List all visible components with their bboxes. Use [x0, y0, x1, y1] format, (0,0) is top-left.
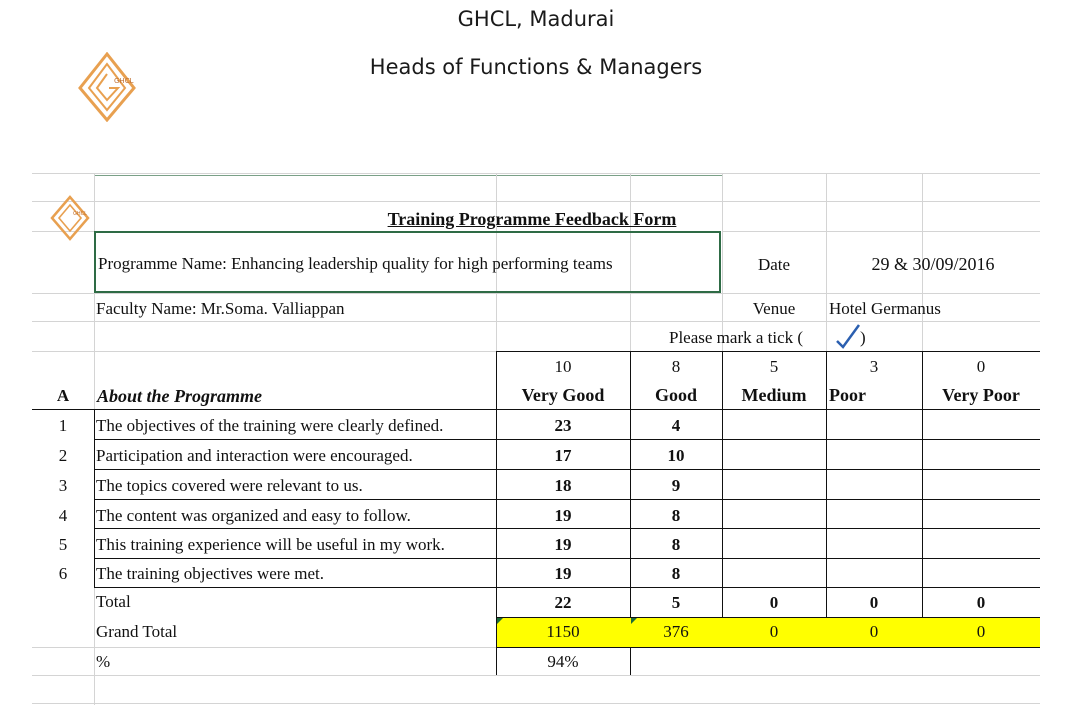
venue-value: Hotel Germanus: [829, 299, 941, 318]
grand-total-value: 0: [769, 622, 779, 641]
page-title: GHCL, Madurai: [457, 7, 615, 31]
feedback-sheet: [32, 173, 1040, 705]
row-very-good: 19: [554, 506, 572, 525]
grand-total-label: Grand Total: [96, 622, 178, 641]
ghcl-logo: [76, 52, 138, 122]
total-value: 5: [671, 593, 681, 612]
ghcl-logo-small: [49, 195, 91, 241]
rating-label: Good: [654, 385, 697, 405]
percent-value: 94%: [547, 652, 579, 671]
row-question: Participation and interaction were encouraged.: [96, 446, 413, 465]
venue-label: Venue: [752, 299, 796, 318]
total-value: 0: [869, 593, 879, 612]
rating-label: Very Good: [521, 385, 605, 405]
rating-score: 0: [976, 357, 986, 376]
row-question: The training objectives were met.: [96, 564, 324, 583]
svg-text:GHCL: GHCL: [73, 211, 87, 217]
rating-score: 3: [869, 357, 879, 376]
programme-name: Programme Name: Enhancing leadership quality for high performing teams: [98, 254, 613, 273]
form-title: Training Programme Feedback Form: [387, 209, 677, 229]
grand-total-value: 0: [869, 622, 879, 641]
row-good: 8: [671, 506, 681, 525]
row-question: This training experience will be useful in my work.: [96, 535, 445, 554]
row-question: The objectives of the training were clearly defined.: [96, 416, 444, 435]
row-number: 5: [58, 535, 68, 554]
grand-total-value: 376: [663, 622, 689, 641]
row-very-good: 17: [554, 446, 572, 465]
row-number: 2: [58, 446, 68, 465]
faculty-name: Faculty Name: Mr.Soma. Valliappan: [96, 299, 345, 318]
section-letter: A: [56, 386, 70, 405]
row-good: 10: [667, 446, 685, 465]
rating-label: Very Poor: [942, 385, 1020, 405]
row-number: 1: [58, 416, 68, 435]
total-value: 22: [554, 593, 572, 612]
row-good: 8: [671, 564, 681, 583]
date-label: Date: [757, 255, 791, 274]
total-label: Total: [96, 592, 131, 611]
row-number: 3: [58, 476, 68, 495]
tick-mark-icon: [833, 323, 863, 349]
date-value: 29 & 30/09/2016: [871, 254, 995, 274]
tick-instruction: Please mark a tick (: [669, 328, 804, 347]
row-good: 8: [671, 535, 681, 554]
grand-total-value: 0: [976, 622, 986, 641]
rating-label: Poor: [829, 385, 866, 405]
svg-text:GHCL: GHCL: [114, 77, 134, 85]
rating-score: 8: [671, 357, 681, 376]
tick-instruction-close: ): [860, 328, 866, 347]
percent-label: %: [96, 652, 111, 671]
page-subtitle: Heads of Functions & Managers: [369, 55, 703, 79]
row-good: 4: [671, 416, 681, 435]
total-value: 0: [769, 593, 779, 612]
row-question: The content was organized and easy to follow.: [96, 506, 411, 525]
row-good: 9: [671, 476, 681, 495]
section-title: About the Programme: [97, 386, 263, 406]
rating-score: 5: [769, 357, 779, 376]
row-number: 6: [58, 564, 68, 583]
total-value: 0: [976, 593, 986, 612]
row-question: The topics covered were relevant to us.: [96, 476, 363, 495]
rating-score: 10: [554, 357, 572, 376]
grand-total-value: 1150: [546, 622, 580, 641]
row-number: 4: [58, 506, 68, 525]
row-very-good: 18: [554, 476, 572, 495]
row-very-good: 23: [554, 416, 572, 435]
row-very-good: 19: [554, 535, 572, 554]
row-very-good: 19: [554, 564, 572, 583]
rating-label: Medium: [741, 385, 807, 405]
